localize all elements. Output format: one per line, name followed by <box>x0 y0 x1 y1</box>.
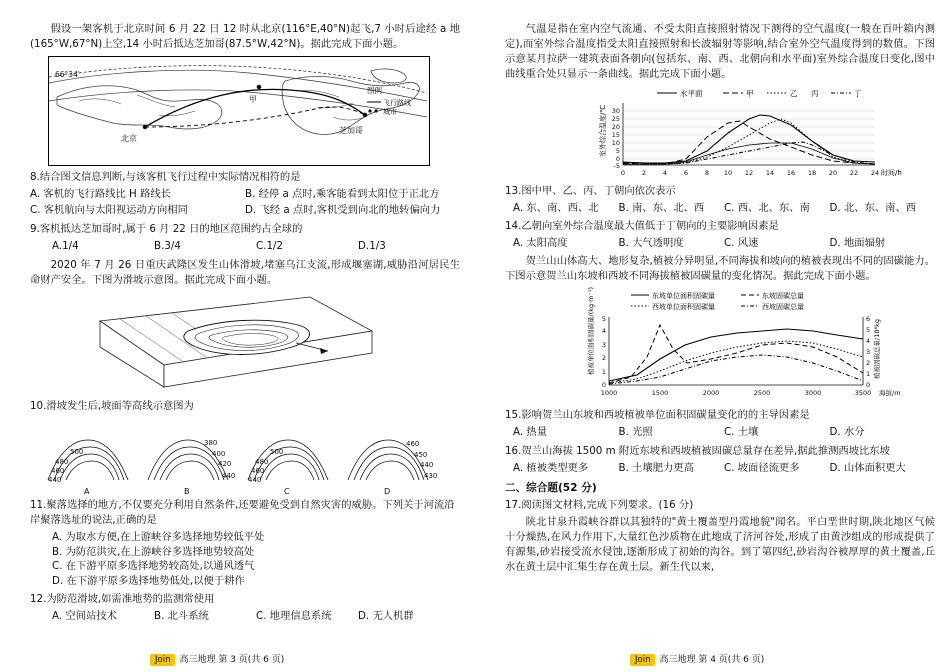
landslide-diagram <box>60 291 390 395</box>
svg-text:6: 6 <box>683 168 689 177</box>
question-12-stem: 12.为防范滑坡,如需准地势的监测常使用 <box>30 593 215 606</box>
svg-text:20: 20 <box>828 168 838 177</box>
svg-text:1000: 1000 <box>600 389 618 398</box>
q12-option-a[interactable]: A. 空间站技术 <box>52 610 117 623</box>
footer-left-text: 高三地理 第 3 页(共 6 页) <box>179 655 285 665</box>
series-west-unit <box>609 341 863 383</box>
svg-text:2: 2 <box>866 359 871 368</box>
question-12-options <box>30 609 460 624</box>
svg-text:4: 4 <box>601 327 606 336</box>
footer-badge-left: Join <box>150 654 175 666</box>
svg-text:B: B <box>184 486 190 494</box>
svg-text:图例: 图例 <box>367 85 382 95</box>
q15-option-c[interactable]: C. 土壤 <box>724 426 759 439</box>
svg-text:-5: -5 <box>613 161 620 170</box>
footer-left <box>150 652 284 666</box>
svg-text:3: 3 <box>866 348 871 357</box>
svg-text:3500: 3500 <box>854 389 872 398</box>
question-9-stem: 9.客机抵达芝加哥时,属于 6 月 22 日的地区范围约占全球的 <box>30 222 303 235</box>
svg-text:10: 10 <box>611 138 620 147</box>
q9-option-c[interactable]: C.1/2 <box>256 239 284 252</box>
footer-badge-right: Join <box>630 654 655 666</box>
svg-text:海拔/m: 海拔/m <box>879 389 901 398</box>
helan-carbon-chart <box>527 287 907 405</box>
svg-text:460: 460 <box>251 466 265 475</box>
question-17-body: 陕北甘泉升霞峡谷群以其独特的"黄土覆盖型丹霞地貌"闻名。平白垩世时期,陕北地区气候十分燥热,在风力作用下,大量红色沙质物在此地成了济河谷处,形成了由黄沙组成的形成提供了有源集,砂岩接受流水侵蚀,逐渐形成了初始的沟谷。到了第四纪,砂岩沟谷被厚厚的黄土覆盖,丘水在黄土层中汇集生存在黄土层。新生代以来, <box>505 515 935 573</box>
svg-text:0: 0 <box>601 381 606 390</box>
svg-text:西坡单位面积固碳量: 西坡单位面积固碳量 <box>652 303 715 312</box>
svg-text:飞行路线: 飞行路线 <box>383 98 411 107</box>
q15-option-d[interactable]: D. 水分 <box>829 426 865 439</box>
chart1-legend <box>657 88 862 98</box>
svg-text:时间/h: 时间/h <box>881 168 902 177</box>
svg-text:西坡固碳总量: 西坡固碳总量 <box>762 303 804 312</box>
footer-right-text: 高三地理 第 4 页(共 6 页) <box>659 655 765 665</box>
svg-text:城市: 城市 <box>383 107 397 116</box>
map-city-chicago: 芝加哥 <box>339 125 363 135</box>
svg-text:20: 20 <box>611 122 620 131</box>
svg-text:乙: 乙 <box>790 88 798 98</box>
svg-text:丁: 丁 <box>854 88 862 98</box>
series-bing <box>623 143 875 164</box>
svg-text:1: 1 <box>866 370 871 379</box>
svg-text:14: 14 <box>765 168 775 177</box>
svg-text:480: 480 <box>255 457 269 466</box>
svg-text:450: 450 <box>414 450 428 459</box>
svg-text:480: 480 <box>55 457 69 466</box>
left-intro-2: 2020 年 7 月 26 日重庆武隆区发生山体滑坡,堵塞乌江支流,形成堰塞湖,威胁沿河居民生命财产安全。下图为滑坡示意图。据此完成下面小题。 <box>30 259 460 286</box>
svg-text:420: 420 <box>218 459 232 468</box>
svg-text:440: 440 <box>222 471 236 480</box>
right-intro-2: 贺兰山山体高大、地形复杂,植被分异明显,不同海拔和坡向的植被表现出不同的固碳能力。下图示意贺兰山东坡和西坡不同海拔植被固碳量的变化情况。据此完成下面小题。 <box>505 255 935 283</box>
series-jia <box>623 121 875 164</box>
q16-option-a[interactable]: A. 植被类型更多 <box>513 461 589 474</box>
right-intro-1: 气温是指在室内空气流通、不受太阳直接照射情况下测得的空气温度(一般在百叶箱内测定),而室外综合温度指受太阳直接照射和长波辐射等影响,结合室外空气温度得到的数值。下图示意某月拉萨一建筑表面各朝向(包括东、南、西、北朝向和水平面)室外综合温度日变化,图中曲线重合处只显示一条曲线。据此完成下面小题。 <box>505 23 935 80</box>
q12-option-c[interactable]: C. 地理信息系统 <box>256 610 332 623</box>
map-city-beijing: 北京 <box>121 133 137 143</box>
svg-text:丙: 丙 <box>811 88 819 98</box>
svg-text:植被单位面积固碳量/(kg·m⁻²): 植被单位面积固碳量/(kg·m⁻²) <box>587 287 595 376</box>
svg-text:18: 18 <box>807 168 817 177</box>
svg-text:400: 400 <box>212 449 226 458</box>
q9-option-a[interactable]: A.1/4 <box>52 239 79 252</box>
svg-text:0: 0 <box>866 381 871 390</box>
q8-option-c[interactable]: C. 客机航向与太阳视运动方向相同 <box>30 204 188 217</box>
map-city-a: 甲 <box>249 94 257 104</box>
svg-text:460: 460 <box>51 466 65 475</box>
question-9-options <box>30 239 460 254</box>
q11-option-b[interactable]: B. 为防范洪灾,在上游峡谷多选择地势较高处 <box>52 545 255 558</box>
q14-option-a[interactable]: A. 太阳高度 <box>513 236 568 249</box>
contour-options-figure <box>42 416 442 494</box>
question-8-stem: 8.结合图文信息判断,与该客机飞行过程中实际情况相符的是 <box>30 170 301 183</box>
question-14-options <box>505 236 935 251</box>
svg-text:0: 0 <box>620 168 626 177</box>
question-10-stem: 10.滑坡发生后,坡面等高线示意图为 <box>30 399 194 412</box>
svg-text:2500: 2500 <box>753 389 771 398</box>
q16-option-c[interactable]: C. 坡面径流更多 <box>724 461 800 474</box>
map-legend <box>367 85 411 116</box>
q13-option-b[interactable]: B. 南、东、北、西 <box>618 201 705 214</box>
svg-text:C: C <box>284 486 290 494</box>
flight-route-map <box>48 56 430 166</box>
question-13-options <box>505 201 935 216</box>
svg-text:380: 380 <box>204 438 218 447</box>
q16-option-b[interactable]: B. 土壤肥力更高 <box>618 461 694 474</box>
question-11-stem: 11.聚落选择的地方,不仅要充分利用自然条件,还要避免受到自然灾害的威胁。下列关于河流沿岸聚落选址的说法,正确的是 <box>30 498 455 526</box>
svg-text:430: 430 <box>424 471 438 480</box>
q15-option-a[interactable]: A. 热量 <box>513 426 548 439</box>
question-17-stem: 17.阅读图文材料,完成下列要求。(16 分) <box>505 498 694 511</box>
svg-text:甲: 甲 <box>746 88 754 98</box>
q8-option-a[interactable]: A. 客机的飞行路线比 H 路线长 <box>30 187 171 200</box>
svg-text:1500: 1500 <box>651 389 669 398</box>
series-east-unit <box>609 329 863 381</box>
chart2-legend <box>631 291 804 311</box>
svg-text:24: 24 <box>870 168 880 177</box>
left-column <box>30 0 460 626</box>
svg-text:5: 5 <box>866 326 871 335</box>
svg-text:植被固碳总量/10⁶kg: 植被固碳总量/10⁶kg <box>873 319 881 380</box>
question-15-stem: 15.影响贺兰山东坡和西坡植被单位面积固碳量变化的的主导因素是 <box>505 409 810 422</box>
q14-option-b[interactable]: B. 大气透明度 <box>618 236 684 249</box>
svg-text:440: 440 <box>48 475 62 484</box>
svg-text:30: 30 <box>611 106 620 115</box>
svg-text:2000: 2000 <box>702 389 720 398</box>
svg-text:10: 10 <box>723 168 733 177</box>
question-16-options <box>505 461 935 476</box>
outdoor-temperature-chart <box>545 85 905 181</box>
question-8-options-row1 <box>30 187 460 202</box>
q12-option-b[interactable]: B. 北斗系统 <box>154 610 209 623</box>
q12-option-d[interactable]: D. 无人机群 <box>358 610 414 623</box>
q9-option-d[interactable]: D.1/3 <box>358 239 386 252</box>
question-15-options <box>505 425 935 440</box>
svg-text:1: 1 <box>601 368 606 377</box>
right-column <box>505 0 935 578</box>
q13-option-c[interactable]: C. 西、北、东、南 <box>724 201 810 214</box>
section-2-title: 二、综合题(52 分) <box>505 481 597 494</box>
svg-text:室外综合温度/℃: 室外综合温度/℃ <box>599 104 607 157</box>
svg-text:3000: 3000 <box>804 389 822 398</box>
question-16-stem: 16.贺兰山海拔 1500 m 附近东坡和西坡植被固碳总量存在差异,据此推测西坡比东坡 <box>505 444 890 457</box>
q8-option-d[interactable]: D. 飞经 a 点时,客机受到向北的地转偏向力 <box>245 204 441 217</box>
q13-option-a[interactable]: A. 东、南、西、北 <box>513 201 599 214</box>
svg-text:25: 25 <box>611 114 620 123</box>
svg-text:15: 15 <box>611 130 620 139</box>
map-latitude-label: 66°34′ <box>55 69 80 79</box>
svg-text:2: 2 <box>641 168 647 177</box>
left-intro-1: 假设一架客机于北京时间 6 月 22 日 12 时从北京(116°E,40°N)起飞,7 小时后途经 a 地(165°W,67°N)上空,14 小时后抵达芝加哥(87.5°W,42°N)。据此完成下面小题。 <box>30 23 460 50</box>
svg-text:A: A <box>84 486 90 494</box>
svg-text:3: 3 <box>601 341 606 350</box>
q11-option-a[interactable]: A. 为取水方便,在上游峡谷多选择地势较低平处 <box>52 530 265 543</box>
column-divider <box>472 18 473 648</box>
svg-text:4: 4 <box>662 168 668 177</box>
question-8-options-row2 <box>30 203 460 218</box>
q9-option-b[interactable]: B.3/4 <box>154 239 181 252</box>
q16-option-d[interactable]: D. 山体面积更大 <box>829 461 906 474</box>
svg-text:D: D <box>384 486 391 494</box>
question-13-stem: 13.图中甲、乙、丙、丁朝向依次表示 <box>505 184 676 197</box>
svg-text:16: 16 <box>786 168 796 177</box>
svg-text:东坡固碳总量: 东坡固碳总量 <box>762 292 804 301</box>
svg-text:0: 0 <box>615 154 620 163</box>
q14-option-c[interactable]: C. 风速 <box>724 236 759 249</box>
svg-text:2: 2 <box>601 354 606 363</box>
series-horizontal <box>623 115 875 163</box>
svg-text:水平面: 水平面 <box>680 88 703 98</box>
svg-text:500: 500 <box>70 447 84 456</box>
footer-right <box>630 652 764 666</box>
q8-option-b[interactable]: B. 经停 a 点时,乘客能看到太阳位于正北方 <box>245 187 440 200</box>
svg-text:6: 6 <box>866 315 871 324</box>
q13-option-d[interactable]: D. 北、东、南、西 <box>829 201 917 214</box>
series-yi <box>623 119 875 164</box>
svg-text:460: 460 <box>406 439 420 448</box>
svg-text:440: 440 <box>420 460 434 469</box>
svg-text:5: 5 <box>615 146 620 155</box>
svg-text:8: 8 <box>704 168 710 177</box>
svg-text:5: 5 <box>601 315 606 324</box>
svg-text:12: 12 <box>744 168 754 177</box>
series-west-total <box>609 355 863 384</box>
q14-option-d[interactable]: D. 地面辐射 <box>829 236 886 249</box>
svg-text:500: 500 <box>270 447 284 456</box>
question-14-stem: 14.乙朝向室外综合温度最大值低于丁朝向的主要影响因素是 <box>505 220 779 233</box>
q15-option-b[interactable]: B. 光照 <box>618 426 653 439</box>
svg-text:4: 4 <box>866 337 871 346</box>
svg-text:440: 440 <box>248 475 262 484</box>
q11-option-c[interactable]: C. 在下游平原多选择地势较高处,以通风透气 <box>52 560 255 573</box>
svg-text:22: 22 <box>849 168 859 177</box>
svg-text:东坡单位面积固碳量: 东坡单位面积固碳量 <box>652 292 715 301</box>
q11-option-d[interactable]: D. 在下游平原多选择地势低处,以便于耕作 <box>52 575 245 588</box>
